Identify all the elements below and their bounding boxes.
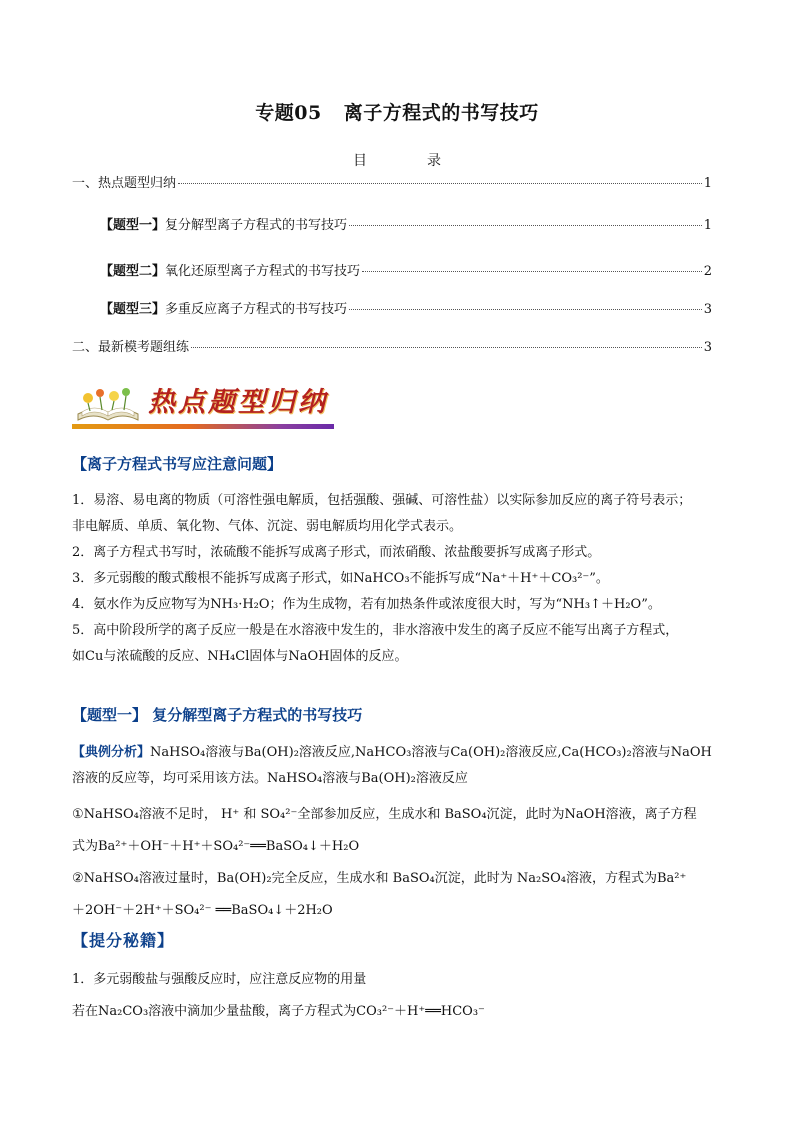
title-prefix: 专题05 <box>255 102 322 124</box>
notes-body <box>72 488 732 670</box>
open-book-icon <box>74 384 142 424</box>
toc-entry-type2[interactable]: 【题型二】 氧化还原型离子方程式的书写技巧 2 <box>100 264 712 279</box>
case1-line: ①NaHSO₄溶液不足时， H⁺ 和 SO₄²⁻全部参加反应，生成水和 BaSO₄沉淀，此时为NaOH溶液，离子方程 <box>72 807 697 822</box>
notes-line: 如Cu与浓硫酸的反应、NH₄Cl固体与NaOH固体的反应。 <box>72 649 408 664</box>
tips-body <box>72 964 732 1028</box>
case2-line: ＋2OH⁻＋2H⁺＋SO₄²⁻ ══BaSO₄↓＋2H₂O <box>72 903 333 918</box>
title-main: 离子方程式的书写技巧 <box>343 102 539 124</box>
toc-entry-mock-exams[interactable]: 二、最新模考题组练 3 <box>72 340 712 355</box>
notes-line: 非电解质、单质、氧化物、气体、沉淀、弱电解质均用化学式表示。 <box>72 519 463 534</box>
banner-underline <box>72 424 334 429</box>
toc-entry-hot-types[interactable]: 一、热点题型归纳 1 <box>72 176 712 191</box>
type1-cases <box>72 799 732 927</box>
toc-entry-type1[interactable]: 【题型一】 复分解型离子方程式的书写技巧 1 <box>100 218 712 233</box>
notes-line: 5．高中阶段所学的离子反应一般是在水溶液中发生的，非水溶液中发生的离子反应不能写出离子方程式， <box>72 623 679 638</box>
notes-line: 2．离子方程式书写时，浓硫酸不能拆写成离子形式，而浓硝酸、浓盐酸要拆写成离子形式。 <box>72 545 601 560</box>
banner-text: 热点题型归纳 <box>148 387 328 418</box>
section-banner <box>72 378 334 430</box>
tips-heading: 【提分秘籍】 <box>72 931 175 950</box>
toc-heading: 目 录 <box>353 153 441 169</box>
type1-heading: 【题型一】 复分解型离子方程式的书写技巧 <box>72 706 363 724</box>
tips-line: 若在Na₂CO₃溶液中滴加少量盐酸，离子方程式为CO₃²⁻＋H⁺══HCO₃⁻ <box>72 1004 485 1019</box>
example-tag: 【典例分析】 <box>72 745 151 760</box>
tips-line: 1．多元弱酸盐与强酸反应时，应注意反应物的用量 <box>72 972 367 987</box>
toc-entry-type3[interactable]: 【题型三】 多重反应离子方程式的书写技巧 3 <box>100 302 712 317</box>
page-title <box>0 98 794 125</box>
notes-line: 4．氨水作为反应物写为NH₃·H₂O；作为生成物，若有加热条件或浓度很大时，写为“NH₃↑＋H₂O”。 <box>72 597 661 612</box>
case1-line: 式为Ba²⁺＋OH⁻＋H⁺＋SO₄²⁻══BaSO₄↓＋H₂O <box>72 839 360 854</box>
case2-line: ②NaHSO₄溶液过量时，Ba(OH)₂完全反应，生成水和 BaSO₄沉淀，此时为 Na₂SO₄溶液，方程式为Ba²⁺ <box>72 871 687 886</box>
notes-line: 1．易溶、易电离的物质（可溶性强电解质，包括强酸、强碱、可溶性盐）以实际参加反应的离子符号表示； <box>72 493 692 508</box>
notes-heading: 【离子方程式书写应注意问题】 <box>72 455 283 473</box>
notes-line: 3．多元弱酸的酸式酸根不能拆写成离子形式，如NaHCO₃不能拆写成“Na⁺＋H⁺＋CO₃²⁻”。 <box>72 571 609 586</box>
type1-body: 【典例分析】NaHSO₄溶液与Ba(OH)₂溶液反应,NaHCO₃溶液与Ca(OH)₂溶液反应,Ca(HCO₃)₂溶液与NaOH 溶液的反应等，均可采用该方法。NaHSO₄溶液与Ba(OH)₂溶液反应 <box>72 745 712 786</box>
